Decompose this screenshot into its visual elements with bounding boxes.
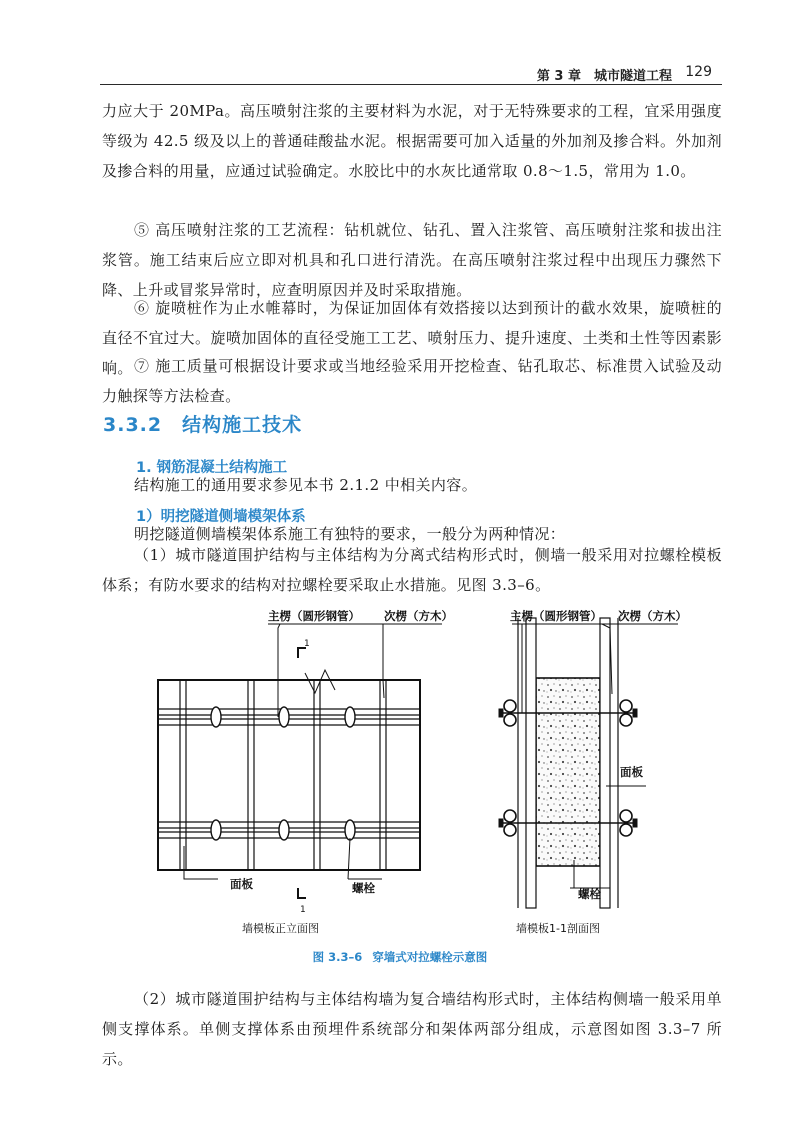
paragraph-1: 力应大于 20MPa。高压喷射注浆的主要材料为水泥，对于无特殊要求的工程，宜采用强度等级为 42.5 级及以上的普通硅酸盐水泥。根据需要可加入适量的外加剂及掺合料。外加剂及掺合料的用量，应通过试验确定。水胶比中的水灰比通常取 0.8～1.5，常用为 1.0。	[102, 102, 722, 180]
subsection-title-2: 1）明挖隧道侧墙模架体系	[136, 509, 306, 525]
section-number-top: 1	[304, 639, 310, 649]
section-number-bottom: 1	[300, 905, 306, 915]
leader-main-rib	[278, 624, 280, 717]
page-number: 129	[685, 64, 712, 80]
leader-secondary-batten	[383, 624, 384, 698]
concrete-wall	[536, 678, 600, 866]
title-elevation-view: 墙模板正立面图	[242, 922, 319, 935]
paragraph-2: ⑤ 高压喷射注浆的工艺流程：钻机就位、钻孔、置入注浆管、高压喷射注浆和拔出注浆管。施工结束后应立即对机具和孔口进行清洗。在高压喷射注浆过程中出现压力骤然下降、上升或冒浆异常时，应查明原因并及时采取措施。	[102, 221, 722, 299]
chapter-title: 第 3 章 城市隧道工程	[536, 69, 672, 84]
label-secondary-batten-right: 次楞（方木）	[618, 609, 687, 623]
paragraph-6: 明挖隧道侧墙模架体系施工有独特的要求，一般分为两种情况：	[134, 525, 566, 543]
section-title: 3.3.2 结构施工技术	[103, 414, 303, 436]
elevation-view	[158, 624, 442, 898]
paragraph-4: ⑦ 施工质量可根据设计要求或当地经验采用开挖检查、钻孔取芯、标准贯入试验及动力触探等方法检查。	[102, 357, 722, 405]
paragraph-3: ⑥ 旋喷桩作为止水帷幕时，为保证加固体有效搭接以达到预计的截水效果，旋喷桩的直径不宜过大。旋喷加固体的直径受施工工艺、喷射压力、提升速度、土类和土性等因素影响。	[102, 299, 722, 377]
leader-main-rib-right	[516, 624, 522, 713]
leader-bolt	[348, 838, 350, 879]
face-board-left	[526, 618, 536, 908]
leader-panel	[184, 846, 218, 879]
label-bolt-left: 螺栓	[352, 881, 375, 895]
figure-3-3-6	[150, 598, 720, 948]
label-secondary-batten-left: 次楞（方木）	[384, 609, 453, 623]
figure-caption	[0, 949, 800, 965]
figure-number: 图 3.3–6	[312, 950, 363, 964]
label-panel-left: 面板	[230, 877, 253, 891]
label-main-rib-right: 主楞（圆形钢管）	[510, 609, 602, 623]
subsection-title-1: 1. 钢筋混凝土结构施工	[136, 460, 288, 476]
figure-drawing	[150, 598, 720, 948]
main-ribs	[158, 709, 420, 838]
face-board-right	[600, 618, 610, 908]
paragraph-7: （1）城市隧道围护结构与主体结构为分离式结构形式时，侧墙一般采用对拉螺栓模板体系；有防水要求的结构对拉螺栓要采取止水措施。见图 3.3–6。	[102, 546, 722, 594]
running-header	[100, 62, 722, 85]
paragraph-5: 结构施工的通用要求参见本书 2.1.2 中相关内容。	[134, 476, 478, 494]
label-main-rib-left: 主楞（圆形钢管）	[268, 609, 360, 623]
section-mark-bottom	[298, 888, 306, 898]
label-bolt-right: 螺栓	[578, 887, 601, 901]
section-mark-top	[298, 648, 306, 658]
tie-bolt-nuts	[211, 707, 355, 840]
title-section-view: 墙模板1-1剖面图	[516, 922, 600, 935]
section-view	[499, 618, 678, 908]
paragraph-8: （2）城市隧道围护结构与主体结构墙为复合墙结构形式时，主体结构侧墙一般采用单侧支撑体系。单侧支撑体系由预埋件系统部分和架体两部分组成，示意图如图 3.3–7 所示。	[102, 990, 722, 1068]
label-panel-right: 面板	[620, 765, 643, 779]
figure-caption-text: 穿墙式对拉螺栓示意图	[372, 950, 488, 964]
